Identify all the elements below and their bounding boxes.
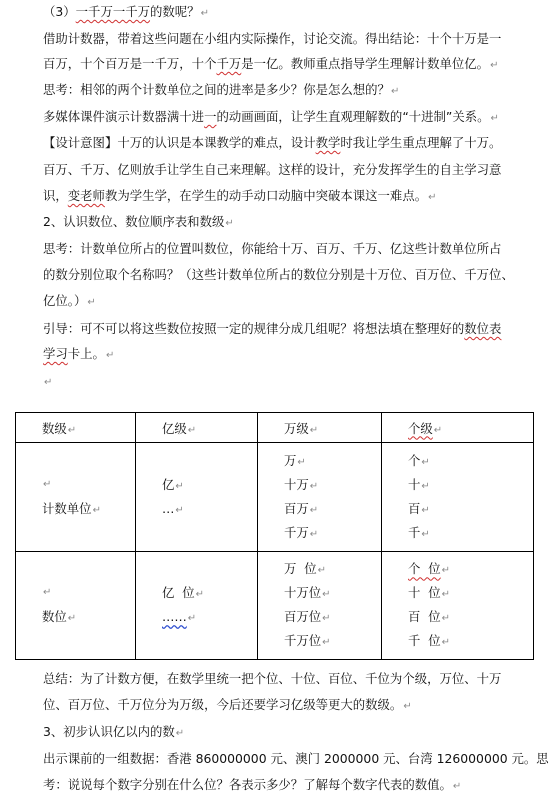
text-run: 考：说说每个数字分别在什么位？各表示多少？了解每个数字代表的数值。 — [43, 777, 452, 792]
row-label: 数位 — [42, 609, 67, 625]
ge-unit-cell: 个↵ 十↵ 百↵ 千↵ — [382, 443, 534, 552]
paragraph-mark: ↵ — [309, 504, 319, 516]
section-heading: 3、初步认识亿以内的数 — [43, 724, 175, 739]
paragraph-mark: ↵ — [309, 424, 319, 436]
spellcheck-text: 变老师 — [67, 188, 105, 203]
paragraph-mark: ↵ — [44, 377, 53, 388]
paragraph-mark: ↵ — [441, 613, 451, 625]
paragraph-14 — [43, 345, 534, 365]
row-label: 计数单位 — [42, 500, 92, 516]
header-cell: 数级↵ — [16, 413, 136, 443]
paragraph-mark: ↵ — [421, 528, 430, 540]
paragraph-mark: ↵ — [441, 637, 451, 649]
spellcheck-text: 千万 — [216, 56, 242, 71]
paragraph-mark: ↵ — [187, 613, 197, 625]
paragraph-mark: ↵ — [43, 587, 52, 599]
paragraph-mark: ↵ — [225, 218, 234, 229]
text-run: 识， — [43, 188, 68, 203]
table-row — [16, 551, 534, 660]
text-run: 是一亿。教师重点指导学生理解计数单位亿。 — [241, 56, 490, 71]
text-run: （3） — [43, 4, 76, 19]
header-cell: 亿级↵ — [136, 413, 258, 443]
paragraph-mark: ↵ — [421, 504, 430, 516]
paragraph-mark: ↵ — [322, 589, 331, 601]
paragraph-9 — [43, 213, 534, 233]
table-header-row — [16, 413, 534, 443]
paragraph-mark: ↵ — [317, 565, 327, 577]
paragraph-mark: ↵ — [441, 565, 451, 577]
paragraph-13 — [43, 320, 534, 338]
wan-place-cell: 万 位↵ 十万位↵ 百万位↵ 千万位↵ — [258, 551, 382, 660]
paragraph-mark: ↵ — [441, 589, 451, 601]
text-run: 出示课前的一组数据：香港 860000000 元、澳门 2000000 元、台湾 126000000 元。思 — [43, 751, 549, 766]
paragraph-12 — [43, 292, 534, 312]
paragraph-mark: ↵ — [67, 613, 77, 625]
paragraph-18 — [43, 750, 549, 768]
paragraph-mark: ↵ — [322, 613, 331, 625]
yi-place-cell: 亿 位↵ ……↵ — [136, 551, 258, 660]
text-run: 思考：计数单位所占的位置叫数位，你能给十万、百万、千万、亿这些计数单位所占 — [43, 241, 502, 256]
paragraph-7 — [43, 161, 534, 179]
text-run: 借助计数器，带着这些问题在小组内实际操作，讨论交流。得出结论：十个十万是一 — [43, 31, 502, 46]
ge-place-cell: 个 位↵ 十 位↵ 百 位↵ 千 位↵ — [382, 551, 534, 660]
text-run: 位、百万位、千万位分为万级，今后还要学习亿级等更大的数级。 — [43, 697, 403, 712]
paragraph-mark: ↵ — [309, 480, 319, 492]
paragraph-mark: ↵ — [490, 113, 499, 124]
text-run: 教为学生学，在学生的动手动口动脑中突破本课这一难点。 — [104, 188, 428, 203]
paragraph-mark: ↵ — [297, 456, 306, 468]
paragraph-mark: ↵ — [403, 701, 412, 712]
paragraph-19 — [43, 776, 534, 796]
text-run: 思考：相邻的两个计数单位之间的进率是多少？你是怎么想的？ — [43, 82, 390, 97]
paragraph-6 — [43, 134, 534, 152]
paragraph-mark: ↵ — [390, 86, 400, 97]
paragraph-mark: ↵ — [92, 504, 101, 516]
paragraph-3 — [43, 55, 534, 75]
paragraph-mark: ↵ — [428, 192, 437, 203]
row-label-cell — [16, 443, 136, 552]
paragraph-1 — [43, 3, 534, 23]
paragraph-mark: ↵ — [105, 350, 115, 361]
text-run: 亿位。） — [43, 293, 87, 308]
paragraph-8 — [43, 187, 534, 207]
text-run: 总结：为了计数方便，在数学里统一把个位、十位、百位、千位为个级，万位、十万 — [43, 671, 502, 686]
paragraph-mark: ↵ — [490, 60, 499, 71]
paragraph-mark: ↵ — [175, 728, 185, 739]
text-run: 引导：可不可以将这些数位按照一定的规律分成几组呢？将想法填在整理好的 — [43, 321, 465, 336]
paragraph-5 — [43, 108, 534, 128]
paragraph-mark: ↵ — [421, 480, 430, 492]
spellcheck-text: 一 — [204, 109, 217, 124]
row-label-cell — [16, 551, 136, 660]
spellcheck-text: 教学 — [315, 135, 341, 150]
paragraph-2 — [43, 30, 534, 48]
empty-line — [42, 471, 135, 497]
paragraph-mark: ↵ — [175, 480, 184, 492]
header-cell: 个级↵ — [382, 413, 534, 443]
paragraph-mark: ↵ — [187, 424, 197, 436]
paragraph-4 — [43, 81, 534, 101]
paragraph-mark: ↵ — [322, 637, 331, 649]
paragraph-mark: ↵ — [87, 297, 96, 308]
paragraph-mark: ↵ — [200, 8, 209, 19]
paragraph-16 — [43, 696, 534, 716]
paragraph-mark: ↵ — [195, 589, 205, 601]
table-row — [16, 443, 534, 552]
text-run: 卡上。 — [67, 346, 105, 361]
text-run: 的动画画面，让学生直观理解数的“十进制”关系。 — [216, 109, 490, 124]
spellcheck-text: 学习 — [43, 346, 68, 361]
spellcheck-text: 一千万一千万 — [75, 4, 151, 19]
paragraph-mark: ↵ — [433, 424, 443, 436]
empty-line — [42, 579, 135, 605]
paragraph-mark: ↵ — [175, 504, 184, 516]
paragraph-10 — [43, 240, 534, 258]
text-run: 的数呢？ — [150, 4, 200, 19]
section-heading: 2、认识数位、数位顺序表和数级 — [43, 214, 225, 229]
digit-order-table — [15, 412, 534, 660]
paragraph-17 — [43, 723, 534, 743]
text-run: 时我让学生重点理解了十万。 — [340, 135, 502, 150]
text-run: 百万、千万、亿则放手让学生自己来理解。这样的设计，充分发挥学生的自主学习意 — [43, 162, 502, 177]
empty-paragraph — [43, 372, 534, 392]
paragraph-mark: ↵ — [452, 781, 462, 792]
paragraph-mark: ↵ — [309, 528, 319, 540]
spellcheck-text: 数位表 — [464, 321, 502, 336]
yi-unit-cell: 亿↵ …↵ — [136, 443, 258, 552]
paragraph-mark: ↵ — [43, 478, 52, 490]
header-cell: 万级↵ — [258, 413, 382, 443]
text-run: 的数分别位取个名称吗？（这些计数单位所占的数位分别是十万位、百万位、千万位、 — [43, 267, 514, 282]
text-run: 百万，十个百万是一千万，十个 — [43, 56, 217, 71]
text-run: 多媒体课件演示计数器满十进 — [43, 109, 205, 124]
paragraph-15 — [43, 670, 534, 688]
paragraph-mark: ↵ — [421, 456, 430, 468]
text-run: 【设计意图】十万的认识是本课教学的难点，设计 — [43, 135, 316, 150]
paragraph-11 — [43, 266, 534, 284]
wan-unit-cell: 万↵ 十万↵ 百万↵ 千万↵ — [258, 443, 382, 552]
paragraph-mark: ↵ — [67, 424, 77, 436]
